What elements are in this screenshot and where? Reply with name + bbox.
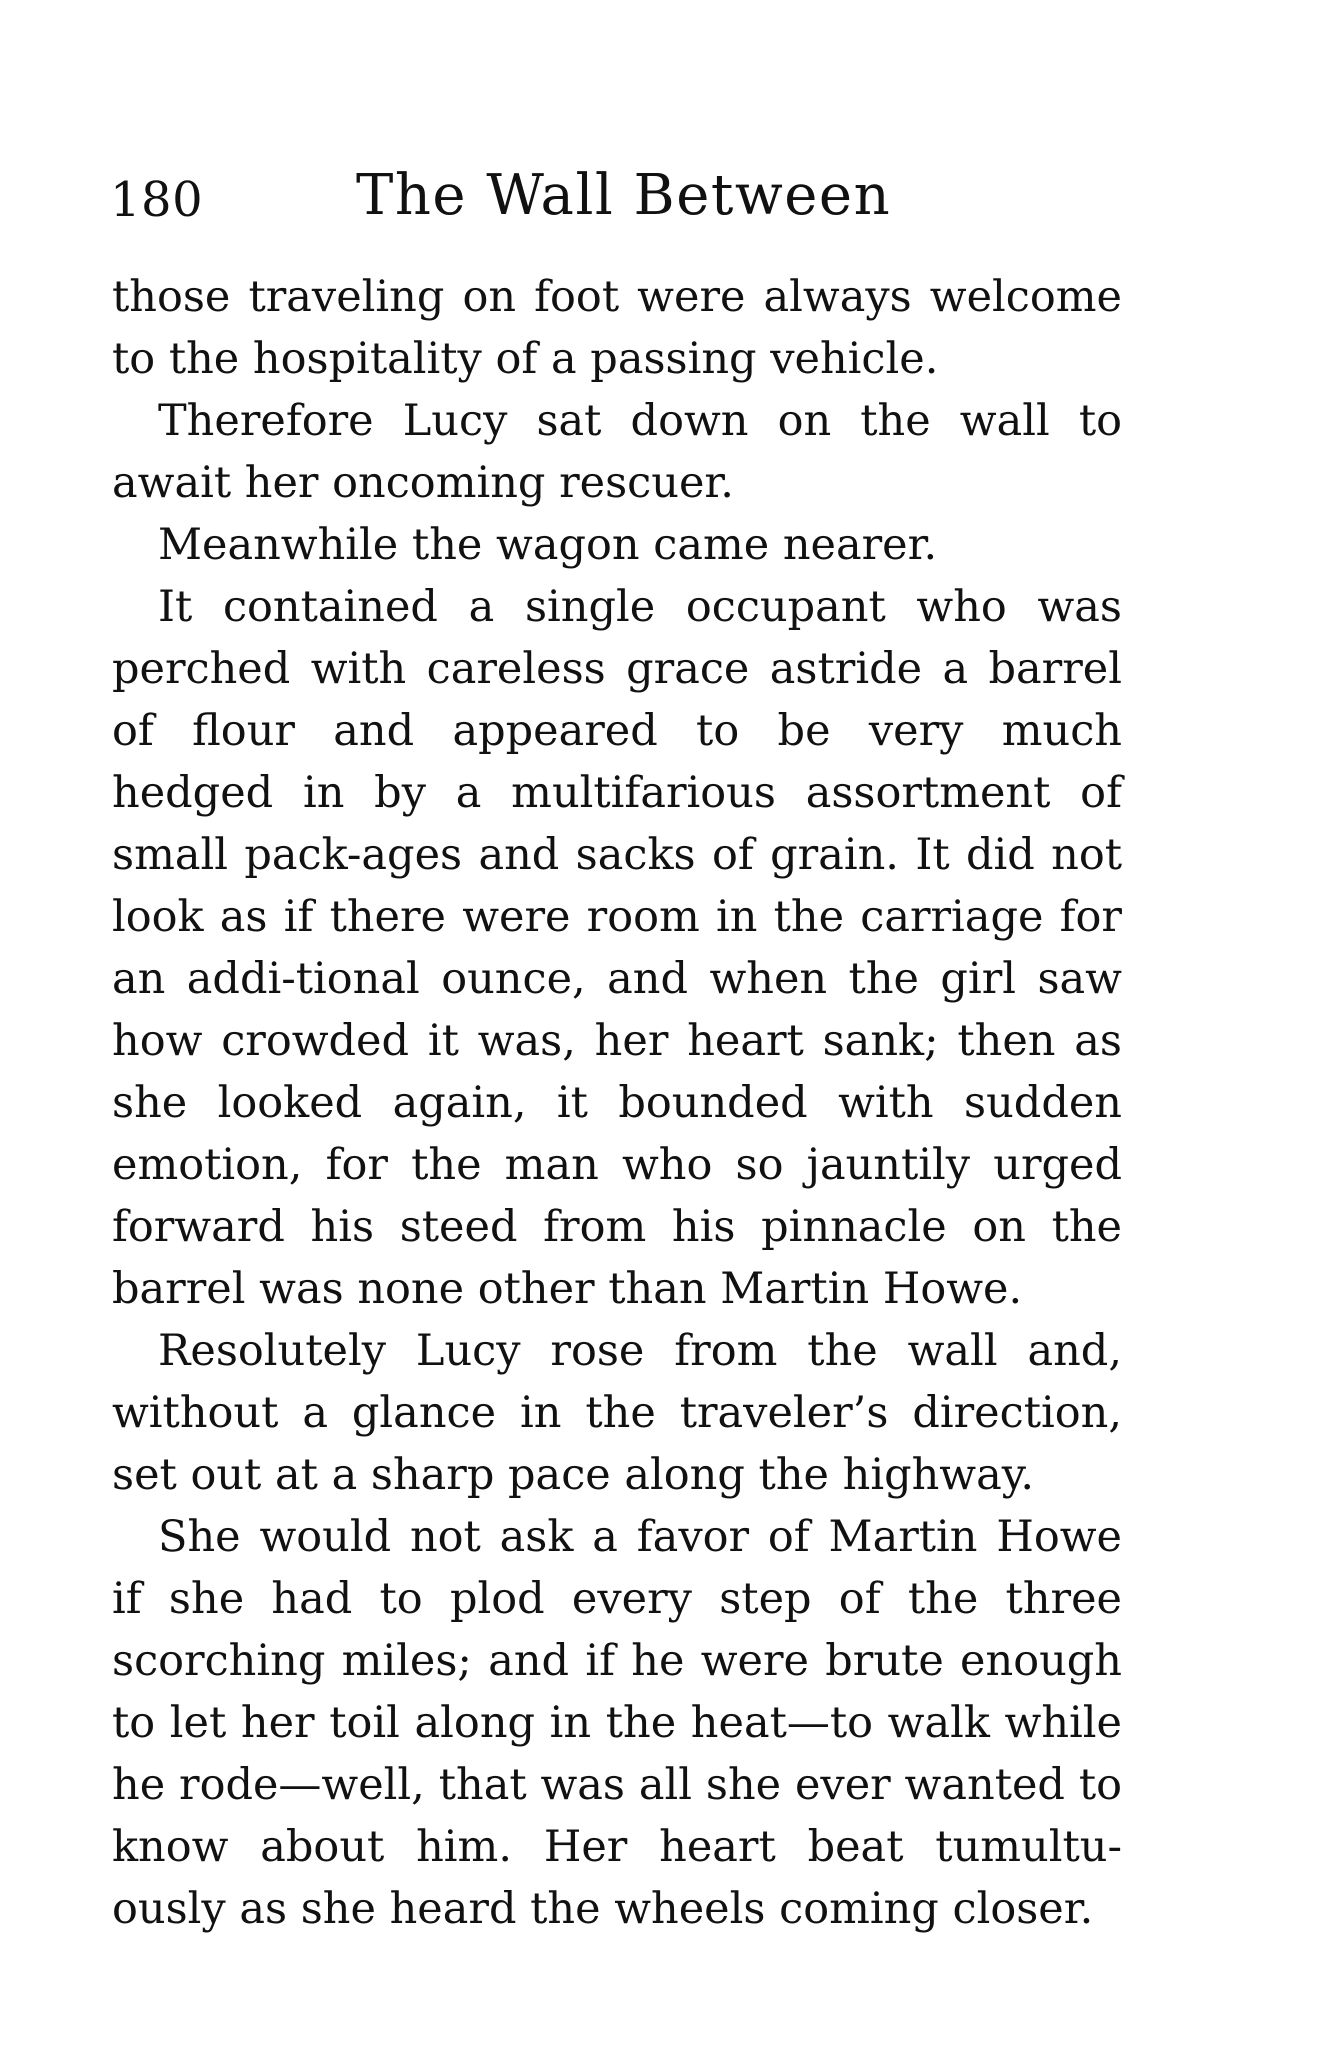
- paragraph-4: It contained a single occupant who was perched with careless grace astride a barrel of flour and appeared to be very much hedged in by a multifarious assortment of small pack-ages and sacks of grain. It did not look as if there were room in the carriage for an addi-tional ounce, and when the girl saw how crowded it was, her heart sank; then as she looked again, it bounded with sudden emotion, for the man who so jauntily urged forward his steed from his pinnacle on the barrel was none other than Martin Howe.: [112, 582, 1122, 1314]
- paragraph-5: Resolutely Lucy rose from the wall and, without a glance in the traveler’s direction, set out at a sharp pace along the highway.: [112, 1326, 1122, 1500]
- page-number: 180: [110, 172, 204, 228]
- page-header: [110, 163, 1190, 258]
- running-title: The Wall Between: [356, 163, 892, 228]
- body-text: [112, 266, 1122, 1940]
- paragraph-1: those traveling on foot were always welcome to the hospitality of a passing vehicle.: [112, 272, 1122, 384]
- paragraph-3: Meanwhile the wagon came nearer.: [158, 520, 938, 570]
- paragraph-6: She would not ask a favor of Martin Howe if she had to plod every step of the three scorching miles; and if he were brute enough to let her toil along in the heat—to walk while he rode—well, that was all she ever wanted to know about him. Her heart beat tumultu-ously as she heard the wheels coming closer.: [112, 1512, 1122, 1934]
- paragraph-2: Therefore Lucy sat down on the wall to await her oncoming rescuer.: [112, 396, 1122, 508]
